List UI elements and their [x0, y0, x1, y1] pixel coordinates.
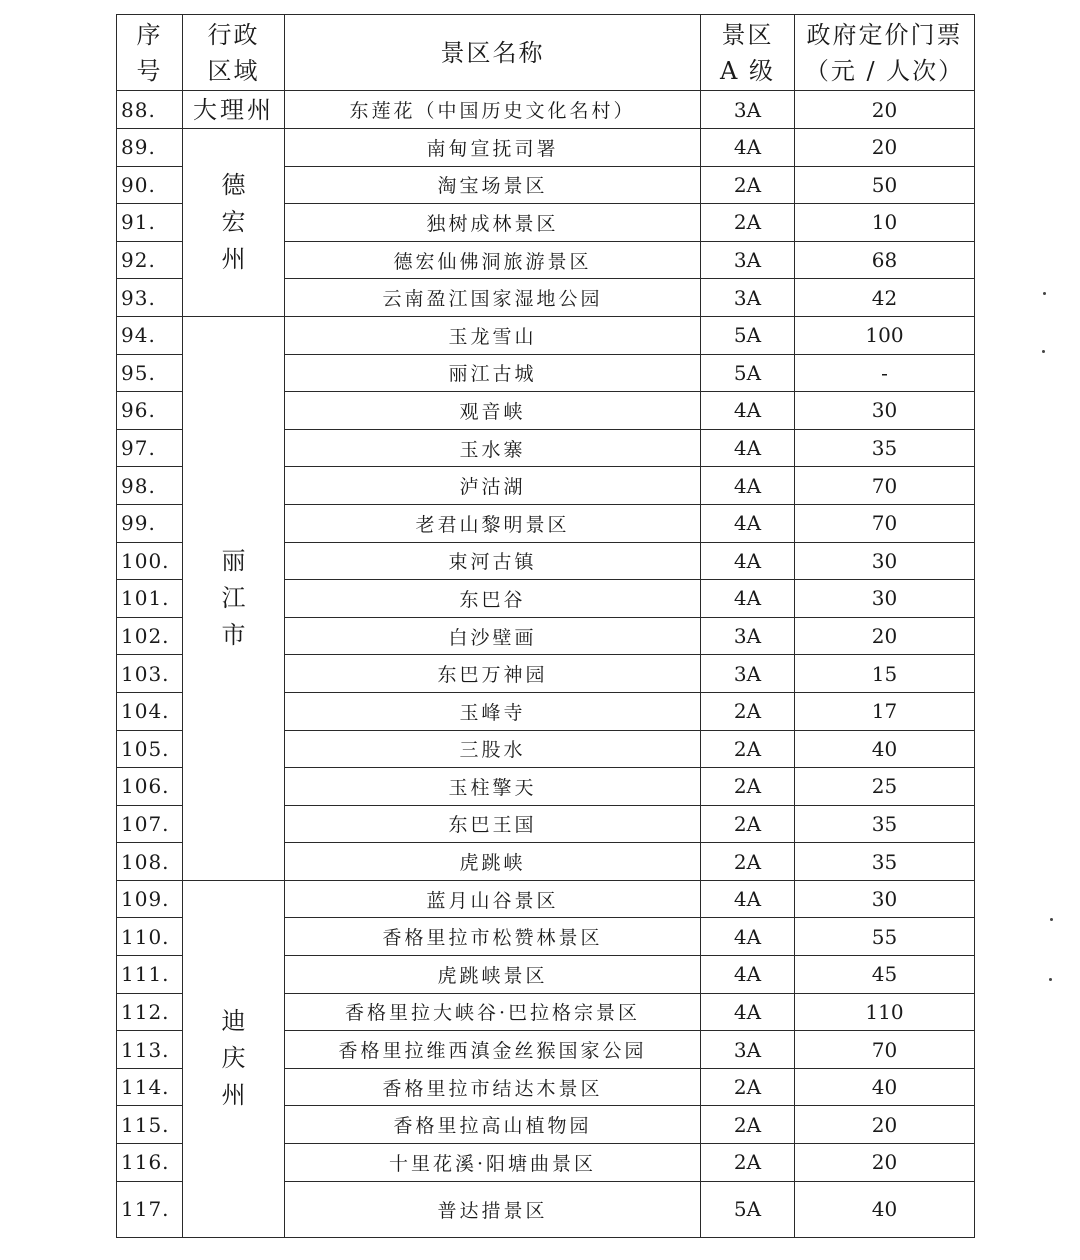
cell-price: 50	[795, 166, 975, 204]
cell-scenic-name: 东巴王国	[285, 805, 701, 843]
cell-price: 35	[795, 805, 975, 843]
cell-scenic-name: 十里花溪·阳塘曲景区	[285, 1144, 701, 1182]
cell-region	[183, 91, 285, 129]
cell-seq: 113.	[117, 1031, 183, 1069]
cell-level: 2A	[701, 692, 795, 730]
cell-price: 20	[795, 91, 975, 129]
cell-level: 4A	[701, 467, 795, 505]
cell-seq: 94.	[117, 316, 183, 354]
cell-scenic-name: 香格里拉维西滇金丝猴国家公园	[285, 1031, 701, 1069]
cell-price: 17	[795, 692, 975, 730]
cell-scenic-name: 白沙壁画	[285, 617, 701, 655]
region-char: 迪	[221, 1007, 246, 1036]
region-char: 江	[221, 583, 246, 612]
cell-price: 110	[795, 993, 975, 1031]
cell-price: 100	[795, 316, 975, 354]
cell-level: 3A	[701, 655, 795, 693]
cell-scenic-name: 丽江古城	[285, 354, 701, 392]
cell-seq: 96.	[117, 392, 183, 430]
cell-price: 20	[795, 1106, 975, 1144]
cell-level: 3A	[701, 91, 795, 129]
cell-level: 2A	[701, 730, 795, 768]
table-row	[117, 316, 975, 354]
cell-level: 2A	[701, 1068, 795, 1106]
cell-seq: 91.	[117, 204, 183, 242]
cell-scenic-name: 香格里拉高山植物园	[285, 1106, 701, 1144]
cell-level: 4A	[701, 918, 795, 956]
cell-price: -	[795, 354, 975, 392]
cell-price: 30	[795, 542, 975, 580]
header-ticket-price: 政府定价门票 （元 / 人次）	[795, 15, 975, 91]
cell-level: 4A	[701, 392, 795, 430]
cell-seq: 106.	[117, 768, 183, 806]
cell-price: 35	[795, 843, 975, 881]
cell-level: 2A	[701, 204, 795, 242]
cell-seq: 89.	[117, 129, 183, 167]
cell-scenic-name: 东莲花（中国历史文化名村）	[285, 91, 701, 129]
cell-scenic-name: 东巴万神园	[285, 655, 701, 693]
region-char: 丽	[221, 546, 246, 575]
scan-speck	[1043, 292, 1046, 295]
cell-price: 30	[795, 392, 975, 430]
cell-scenic-name: 三股水	[285, 730, 701, 768]
cell-level: 2A	[701, 1106, 795, 1144]
cell-price: 30	[795, 580, 975, 618]
cell-seq: 101.	[117, 580, 183, 618]
cell-scenic-name: 东巴谷	[285, 580, 701, 618]
cell-seq: 99.	[117, 504, 183, 542]
cell-scenic-name: 泸沽湖	[285, 467, 701, 505]
table-header-row	[117, 15, 975, 91]
cell-seq: 116.	[117, 1144, 183, 1182]
cell-seq: 103.	[117, 655, 183, 693]
cell-seq: 90.	[117, 166, 183, 204]
cell-scenic-name: 蓝月山谷景区	[285, 880, 701, 918]
cell-seq: 98.	[117, 467, 183, 505]
cell-level: 4A	[701, 542, 795, 580]
cell-seq: 112.	[117, 993, 183, 1031]
cell-price: 42	[795, 279, 975, 317]
cell-price: 68	[795, 241, 975, 279]
cell-price: 45	[795, 956, 975, 994]
cell-price: 20	[795, 1144, 975, 1182]
cell-region	[183, 129, 285, 317]
cell-seq: 110.	[117, 918, 183, 956]
cell-scenic-name: 德宏仙佛洞旅游景区	[285, 241, 701, 279]
cell-price: 25	[795, 768, 975, 806]
cell-scenic-name: 老君山黎明景区	[285, 504, 701, 542]
region-char: 市	[221, 620, 246, 649]
cell-scenic-name: 观音峡	[285, 392, 701, 430]
cell-level: 4A	[701, 129, 795, 167]
cell-level: 5A	[701, 354, 795, 392]
cell-seq: 95.	[117, 354, 183, 392]
cell-seq: 88.	[117, 91, 183, 129]
cell-level: 4A	[701, 956, 795, 994]
cell-scenic-name: 虎跳峡景区	[285, 956, 701, 994]
cell-level: 4A	[701, 580, 795, 618]
cell-level: 5A	[701, 316, 795, 354]
cell-level: 4A	[701, 429, 795, 467]
cell-seq: 107.	[117, 805, 183, 843]
scan-speck	[1049, 978, 1052, 981]
cell-seq: 105.	[117, 730, 183, 768]
cell-price: 20	[795, 617, 975, 655]
table-body	[117, 91, 975, 1238]
cell-scenic-name: 玉柱擎天	[285, 768, 701, 806]
cell-level: 2A	[701, 768, 795, 806]
cell-price: 10	[795, 204, 975, 242]
cell-region	[183, 880, 285, 1237]
cell-seq: 92.	[117, 241, 183, 279]
cell-price: 70	[795, 1031, 975, 1069]
region-char: 庆	[221, 1044, 246, 1073]
cell-scenic-name: 玉龙雪山	[285, 316, 701, 354]
cell-scenic-name: 淘宝场景区	[285, 166, 701, 204]
cell-level: 2A	[701, 843, 795, 881]
cell-seq: 104.	[117, 692, 183, 730]
table-row	[117, 880, 975, 918]
region-char: 德	[221, 170, 246, 199]
cell-scenic-name: 香格里拉大峡谷·巴拉格宗景区	[285, 993, 701, 1031]
cell-price: 40	[795, 730, 975, 768]
cell-scenic-name: 虎跳峡	[285, 843, 701, 881]
scenic-area-price-table	[116, 14, 975, 1238]
cell-price: 70	[795, 467, 975, 505]
region-char: 宏	[221, 207, 246, 236]
header-seq: 序 号	[117, 15, 183, 91]
header-region: 行政 区域	[183, 15, 285, 91]
table-row	[117, 91, 975, 129]
cell-seq: 109.	[117, 880, 183, 918]
scan-speck	[1050, 918, 1053, 921]
cell-level: 2A	[701, 1144, 795, 1182]
cell-seq: 114.	[117, 1068, 183, 1106]
cell-price: 30	[795, 880, 975, 918]
cell-level: 3A	[701, 279, 795, 317]
cell-scenic-name: 南甸宣抚司署	[285, 129, 701, 167]
cell-level: 3A	[701, 1031, 795, 1069]
cell-seq: 93.	[117, 279, 183, 317]
header-scenic-name: 景区名称	[285, 15, 701, 91]
cell-level: 4A	[701, 880, 795, 918]
cell-level: 3A	[701, 241, 795, 279]
cell-seq: 102.	[117, 617, 183, 655]
cell-level: 4A	[701, 504, 795, 542]
cell-scenic-name: 云南盈江国家湿地公园	[285, 279, 701, 317]
cell-level: 2A	[701, 805, 795, 843]
cell-region	[183, 316, 285, 880]
region-char: 大理州	[193, 95, 274, 124]
cell-scenic-name: 玉水寨	[285, 429, 701, 467]
cell-seq: 100.	[117, 542, 183, 580]
cell-seq: 108.	[117, 843, 183, 881]
cell-price: 35	[795, 429, 975, 467]
cell-level: 4A	[701, 993, 795, 1031]
cell-scenic-name: 束河古镇	[285, 542, 701, 580]
cell-scenic-name: 玉峰寺	[285, 692, 701, 730]
cell-price: 55	[795, 918, 975, 956]
cell-price: 70	[795, 504, 975, 542]
cell-seq: 111.	[117, 956, 183, 994]
cell-scenic-name: 普达措景区	[285, 1181, 701, 1237]
cell-price: 40	[795, 1068, 975, 1106]
table-row	[117, 129, 975, 167]
cell-seq: 117.	[117, 1181, 183, 1237]
cell-scenic-name: 独树成林景区	[285, 204, 701, 242]
cell-price: 20	[795, 129, 975, 167]
cell-price: 15	[795, 655, 975, 693]
scenic-area-table-container	[116, 14, 975, 1238]
header-level: 景区 A 级	[701, 15, 795, 91]
cell-level: 3A	[701, 617, 795, 655]
cell-price: 40	[795, 1181, 975, 1237]
cell-seq: 115.	[117, 1106, 183, 1144]
cell-level: 2A	[701, 166, 795, 204]
scan-speck	[1042, 350, 1045, 353]
cell-level: 5A	[701, 1181, 795, 1237]
cell-seq: 97.	[117, 429, 183, 467]
region-char: 州	[221, 244, 246, 273]
cell-scenic-name: 香格里拉市松赞林景区	[285, 918, 701, 956]
region-char: 州	[221, 1081, 246, 1110]
cell-scenic-name: 香格里拉市结达木景区	[285, 1068, 701, 1106]
